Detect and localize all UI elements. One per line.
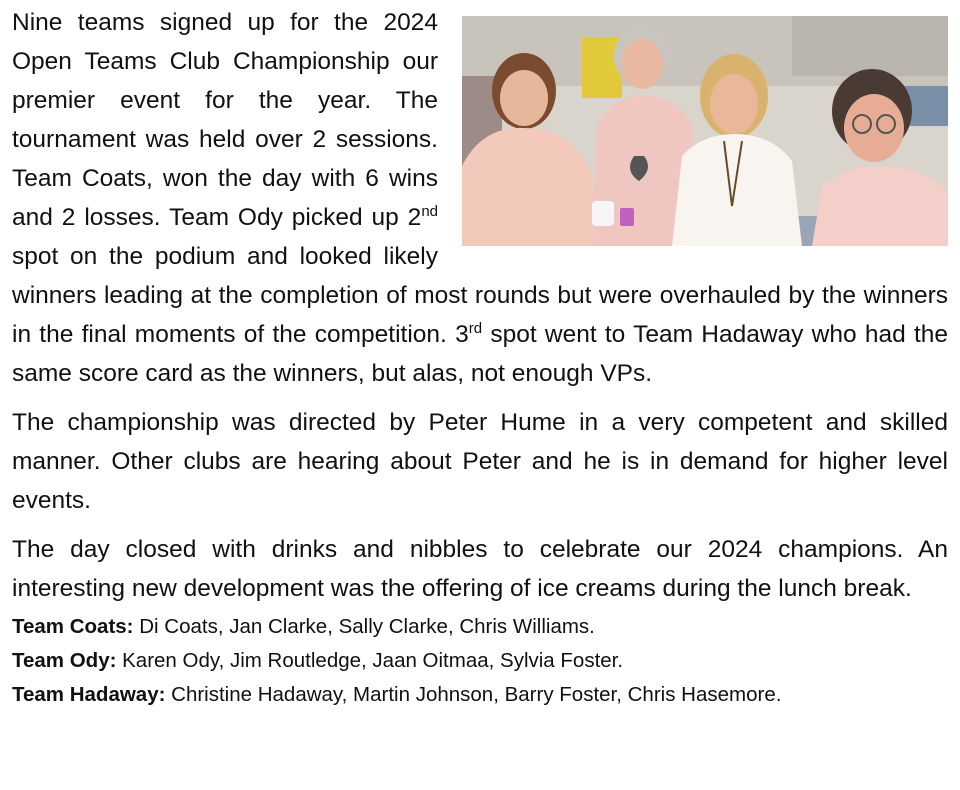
- team-members: Christine Hadaway, Martin Johnson, Barry Foster, Chris Hasemore.: [165, 683, 782, 706]
- photo-spacer: [438, 3, 948, 248]
- director-paragraph: The championship was directed by Peter Hume in a very competent and skilled manner. Other clubs are hearing about Peter and he is in demand for higher level events.: [12, 409, 948, 514]
- intro-text-1: Nine teams signed up for the 2024 Open Teams Club Championship our premier event for the year. The tournament was held over 2 sessions. Team Coats, won the day with 6 wins and 2 losses. Team Ody picked up 2: [12, 9, 438, 231]
- ordinal-suffix: rd: [468, 320, 483, 337]
- team-hadaway-line: [12, 678, 948, 712]
- team-name: Team Coats:: [12, 615, 134, 638]
- intro-text-3: spot went to Team Hadaway who had the same score card as the winners, but alas, not enough VPs.: [12, 321, 948, 387]
- ordinal-suffix: nd: [421, 203, 438, 220]
- intro-text-2: spot on the podium and looked likely winners leading at the completion of most rounds but were overhauled by the winners in the final moments of the competition. 3: [12, 243, 948, 348]
- team-ody-line: [12, 644, 948, 678]
- team-name: Team Hadaway:: [12, 683, 166, 706]
- closing-paragraph: The day closed with drinks and nibbles to celebrate our 2024 champions. An interesting new development was the offering of ice creams during the lunch break.: [12, 536, 948, 602]
- team-lists: [12, 610, 948, 712]
- team-coats-line: [12, 610, 948, 644]
- team-members: Di Coats, Jan Clarke, Sally Clarke, Chris Williams.: [133, 615, 595, 638]
- team-members: Karen Ody, Jim Routledge, Jaan Oitmaa, Sylvia Foster.: [116, 649, 624, 672]
- team-name: Team Ody:: [12, 649, 117, 672]
- article-body: [12, 3, 948, 712]
